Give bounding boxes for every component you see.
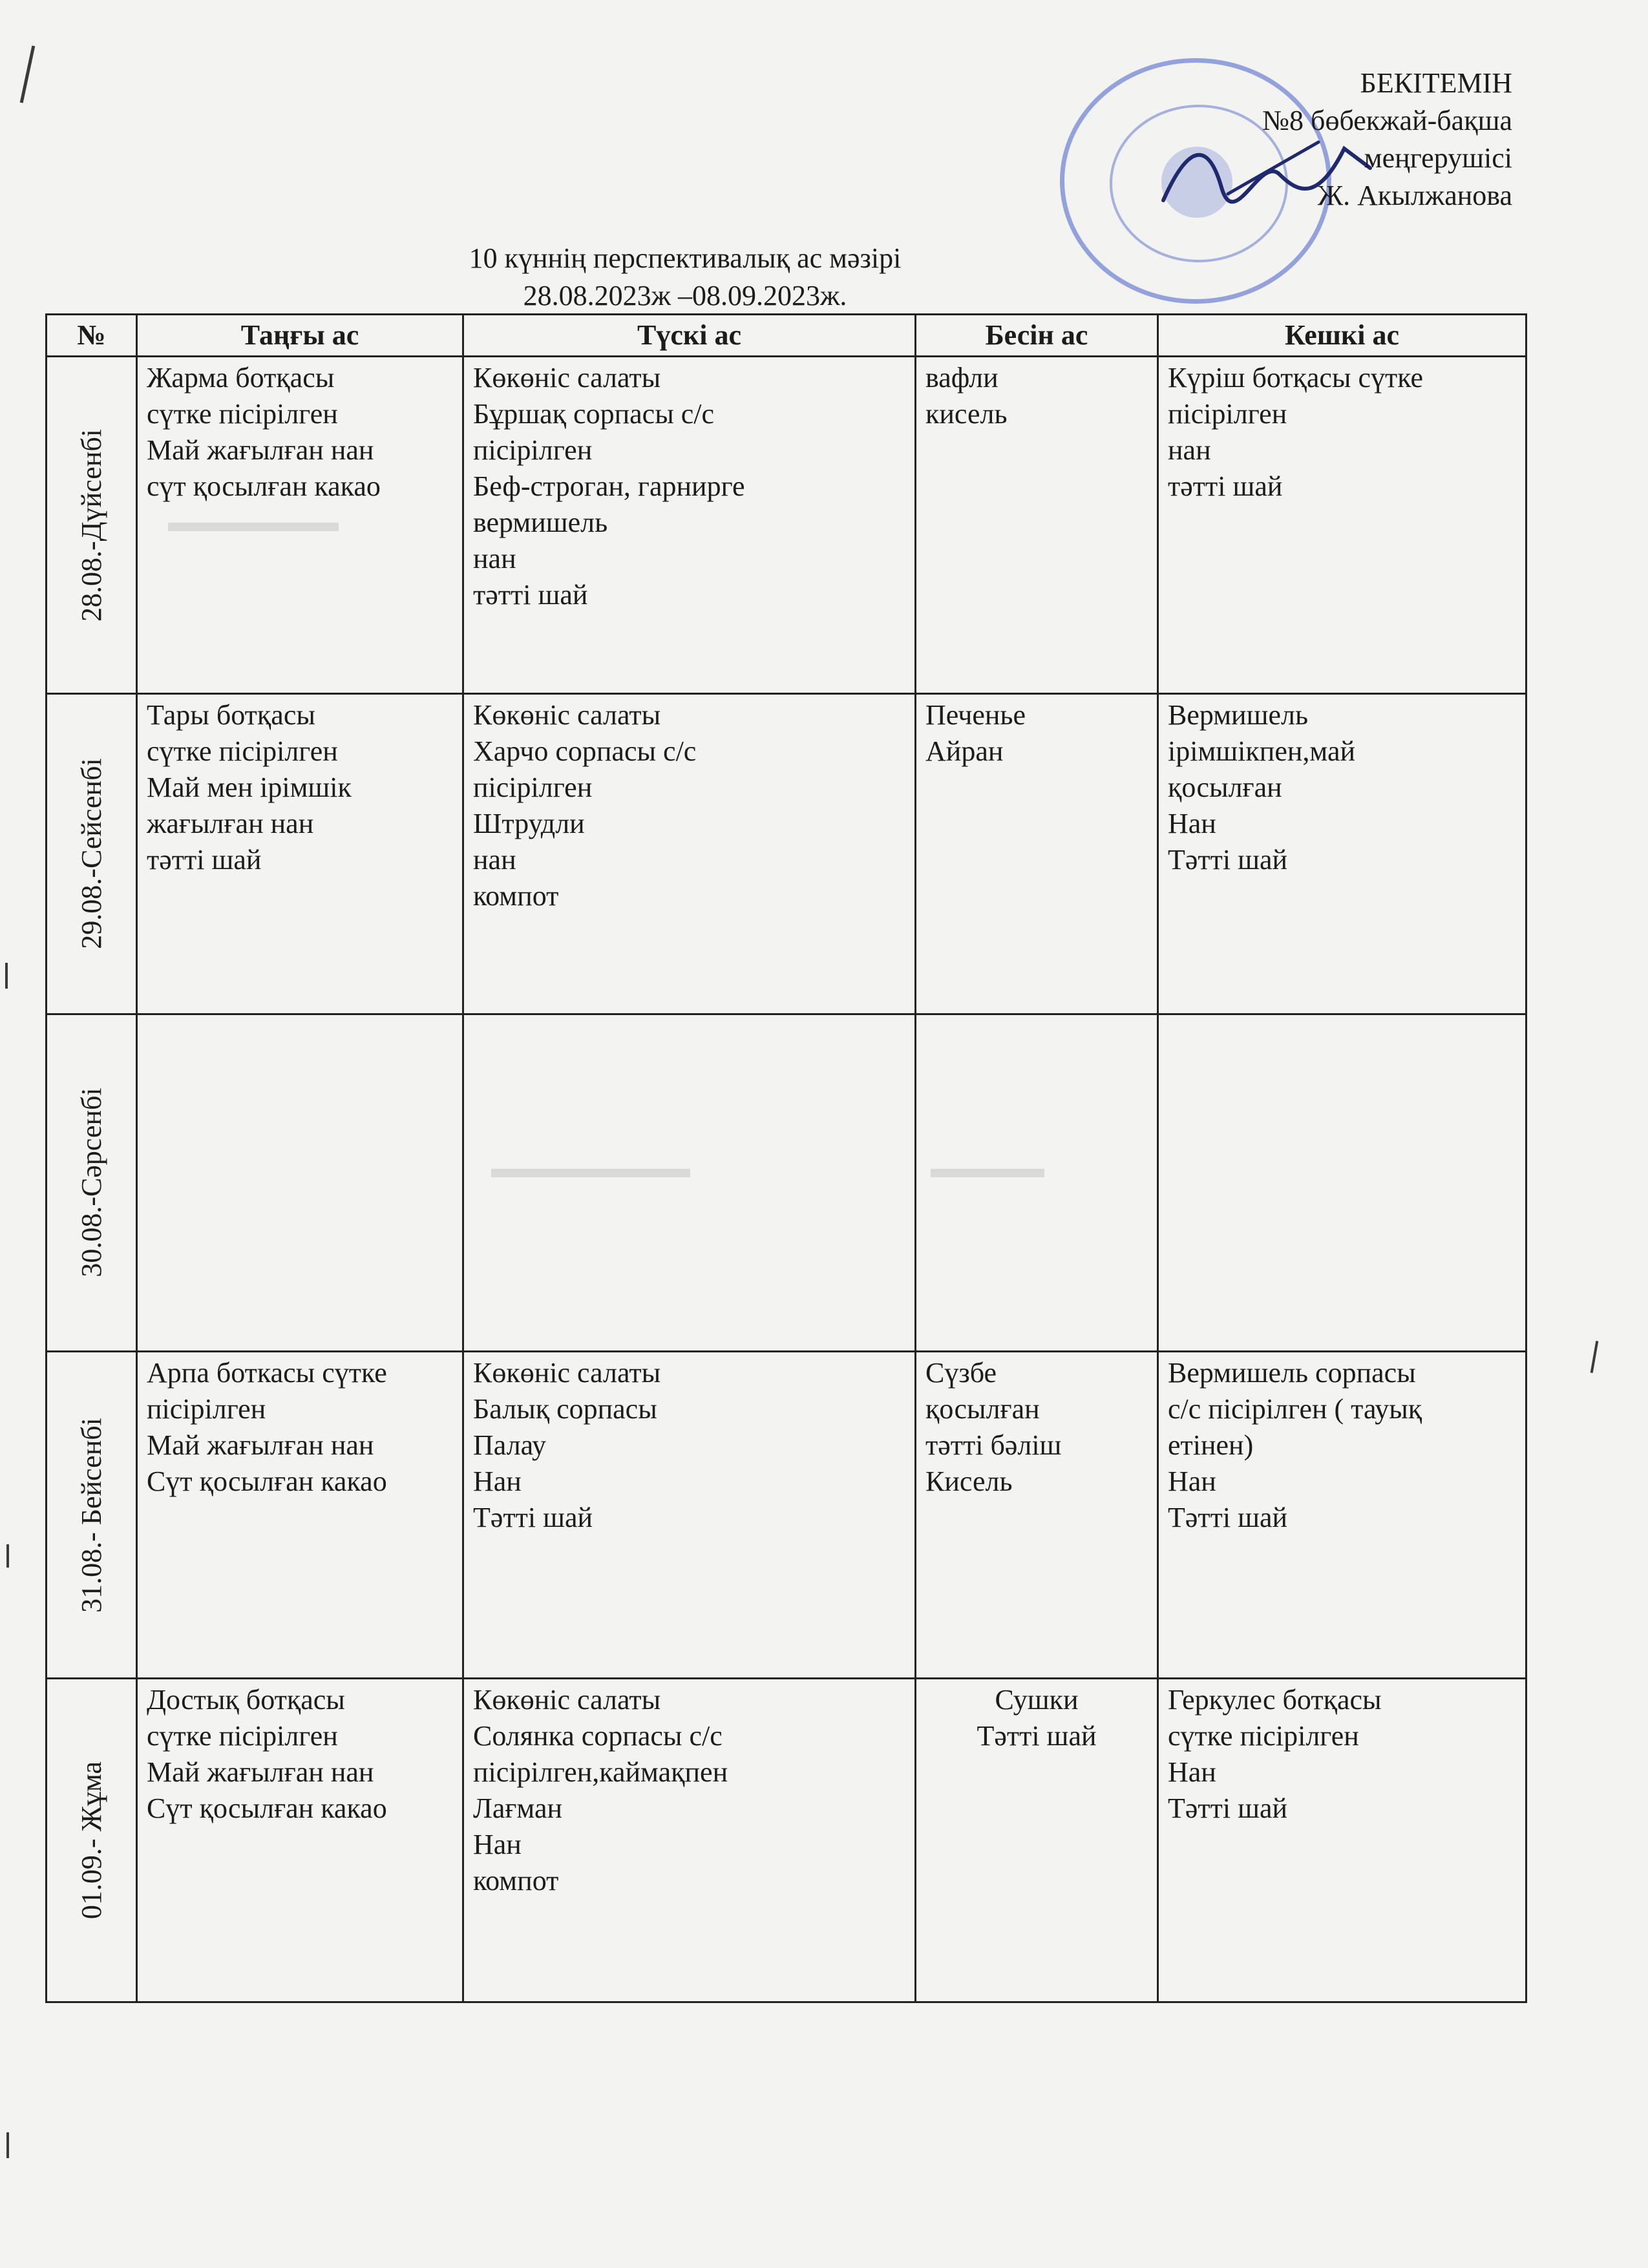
approval-org: №8 бөбекжай-бақша <box>1262 105 1512 136</box>
header-snack: Бесін ас <box>916 315 1158 357</box>
day-label: 30.08.-Сәрсенбі <box>75 1087 107 1277</box>
dinner-item: Күріш ботқасы сүтке <box>1168 362 1424 394</box>
lunch-item: Көкөніс салаты <box>473 1356 661 1389</box>
lunch-item: компот <box>473 1865 559 1897</box>
lunch-item: тәтті шай <box>473 579 588 611</box>
lunch-item: Харчо сорпасы с/с <box>473 735 697 768</box>
table-row <box>47 1679 1527 2002</box>
lunch-cell <box>463 357 916 694</box>
snack-item: Печенье <box>925 699 1026 731</box>
scan-edge-mark <box>6 1544 9 1568</box>
header-lunch: Түскі ас <box>463 315 916 357</box>
lunch-item: Лағман <box>473 1792 563 1825</box>
dinner-item: қосылған <box>1168 772 1282 804</box>
lunch-item: Көкөніс салаты <box>473 362 661 394</box>
breakfast-item: Май жағылған нан <box>147 1429 374 1461</box>
breakfast-cell <box>137 1351 463 1678</box>
day-cell <box>47 1014 137 1351</box>
dinner-item: Тәтті шай <box>1168 1792 1288 1825</box>
breakfast-item: тәтті шай <box>147 844 262 876</box>
dinner-item: Нан <box>1168 1756 1216 1789</box>
table-row <box>47 1014 1527 1351</box>
table-row <box>47 1351 1527 1678</box>
approval-position: меңгерушісі <box>1364 142 1512 174</box>
dinner-item: сүтке пісірілген <box>1168 1720 1359 1752</box>
snack-item: Сушки <box>995 1684 1079 1716</box>
lunch-item: Бұршақ сорпасы с/с <box>473 398 715 430</box>
dinner-item: ірімшікпен,май <box>1168 735 1356 768</box>
dinner-item: Нан <box>1168 1465 1216 1497</box>
lunch-item: нан <box>473 844 516 876</box>
dinner-item: пісірілген <box>1168 398 1287 430</box>
breakfast-item: сүтке пісірілген <box>147 1720 338 1752</box>
lunch-item: Тәтті шай <box>473 1501 593 1533</box>
table-row <box>47 357 1527 694</box>
header-number: № <box>47 315 137 357</box>
day-label: 29.08.-Сейсенбі <box>75 758 107 950</box>
snack-cell <box>916 1351 1158 1678</box>
breakfast-item: сүт қосылған какао <box>147 470 381 502</box>
table-row <box>47 694 1527 1014</box>
day-cell <box>47 1679 137 2002</box>
approval-heading: БЕКІТЕМІН <box>1360 67 1512 99</box>
breakfast-item: Май жағылған нан <box>147 434 374 466</box>
day-cell <box>47 1351 137 1678</box>
document-date-range: 28.08.2023ж –08.09.2023ж. <box>523 280 847 311</box>
dinner-item: Тәтті шай <box>1168 844 1288 876</box>
snack-item: кисель <box>925 398 1008 430</box>
dinner-item: Тәтті шай <box>1168 1501 1288 1533</box>
breakfast-item: Тары ботқасы <box>147 699 315 731</box>
breakfast-cell <box>137 357 463 694</box>
snack-item: Айран <box>925 735 1004 768</box>
show-through-ghost: ▬▬▬▬ <box>931 1152 1044 1184</box>
lunch-item: Нан <box>473 1829 522 1861</box>
breakfast-item: Жарма ботқасы <box>147 362 335 394</box>
lunch-cell <box>463 1014 916 1351</box>
show-through-ghost: ▬▬▬▬▬▬▬ <box>491 1152 690 1184</box>
dinner-item: етінен) <box>1168 1429 1254 1461</box>
header-breakfast: Таңғы ас <box>137 315 463 357</box>
scan-edge-mark <box>1590 1341 1599 1373</box>
dinner-cell <box>1158 1014 1527 1351</box>
snack-cell <box>916 1679 1158 2002</box>
snack-item: тәтті бәліш <box>925 1429 1062 1461</box>
approval-name: Ж. Акылжанова <box>1317 180 1512 211</box>
breakfast-cell <box>137 1679 463 2002</box>
lunch-item: Солянка сорпасы с/с <box>473 1720 723 1752</box>
snack-item: Кисель <box>925 1465 1013 1497</box>
day-label: 28.08.-Дүйсенбі <box>75 428 107 622</box>
dinner-cell <box>1158 1351 1527 1678</box>
day-label: 01.09.- Жұма <box>75 1761 107 1920</box>
lunch-item: Балық сорпасы <box>473 1392 657 1425</box>
breakfast-item: Сүт қосылған какао <box>147 1465 387 1497</box>
lunch-item: Нан <box>473 1465 522 1497</box>
breakfast-item: сүтке пісірілген <box>147 398 338 430</box>
snack-item: Сүзбе <box>925 1356 997 1389</box>
snack-item: вафли <box>925 362 998 394</box>
breakfast-cell <box>137 694 463 1014</box>
lunch-item: пісірілген <box>473 434 593 466</box>
lunch-item: пісірілген,каймақпен <box>473 1756 728 1789</box>
lunch-item: вермишель <box>473 507 608 538</box>
lunch-cell <box>463 1679 916 2002</box>
breakfast-item: Сүт қосылған какао <box>147 1792 387 1825</box>
scan-edge-mark <box>5 963 8 989</box>
dinner-cell <box>1158 1679 1527 2002</box>
day-label: 31.08.- Бейсенбі <box>75 1417 107 1613</box>
scan-edge-mark <box>20 45 36 103</box>
day-cell <box>47 694 137 1014</box>
dinner-item: Вермишель сорпасы <box>1168 1356 1416 1389</box>
snack-item: қосылған <box>925 1392 1040 1425</box>
menu-table <box>45 313 1527 2003</box>
snack-cell <box>916 357 1158 694</box>
lunch-item: Палау <box>473 1429 546 1461</box>
header-dinner: Кешкі ас <box>1158 315 1527 357</box>
dinner-item: Геркулес ботқасы <box>1168 1684 1382 1716</box>
snack-cell <box>916 1014 1158 1351</box>
document-title: 10 күннің перспективалық ас мәзірі <box>469 242 902 274</box>
breakfast-item: Достық ботқасы <box>147 1684 345 1716</box>
breakfast-item: пісірілген <box>147 1392 266 1425</box>
lunch-item: Штрудли <box>473 808 585 840</box>
dinner-item: нан <box>1168 434 1211 466</box>
lunch-item: Көкөніс салаты <box>473 699 661 731</box>
dinner-item: с/с пісірілген ( тауық <box>1168 1392 1422 1425</box>
show-through-ghost: ▬▬▬▬▬▬ <box>168 506 339 538</box>
dinner-item: тәтті шай <box>1168 470 1283 502</box>
approval-block <box>1060 65 1512 215</box>
dinner-item: Вермишель <box>1168 699 1309 731</box>
dinner-cell <box>1158 694 1527 1014</box>
lunch-item: нан <box>473 543 516 574</box>
lunch-item: Көкөніс салаты <box>473 1684 661 1716</box>
breakfast-item: Май мен ірімшік <box>147 772 352 804</box>
scan-edge-mark <box>6 2132 9 2158</box>
dinner-cell <box>1158 357 1527 694</box>
lunch-item: компот <box>473 880 559 912</box>
lunch-cell <box>463 1351 916 1678</box>
lunch-item: пісірілген <box>473 772 593 804</box>
dinner-item: Нан <box>1168 808 1216 840</box>
breakfast-item: Май жағылған нан <box>147 1756 374 1789</box>
breakfast-item: сүтке пісірілген <box>147 735 338 768</box>
breakfast-cell <box>137 1014 463 1351</box>
snack-cell <box>916 694 1158 1014</box>
lunch-cell <box>463 694 916 1014</box>
breakfast-item: жағылған нан <box>147 808 314 840</box>
breakfast-item: Арпа боткасы сүтке <box>147 1356 387 1389</box>
day-cell <box>47 357 137 694</box>
lunch-item: Беф-строган, гарнирге <box>473 470 745 502</box>
snack-item: Тәтті шай <box>977 1720 1097 1752</box>
table-header-row <box>47 315 1527 357</box>
